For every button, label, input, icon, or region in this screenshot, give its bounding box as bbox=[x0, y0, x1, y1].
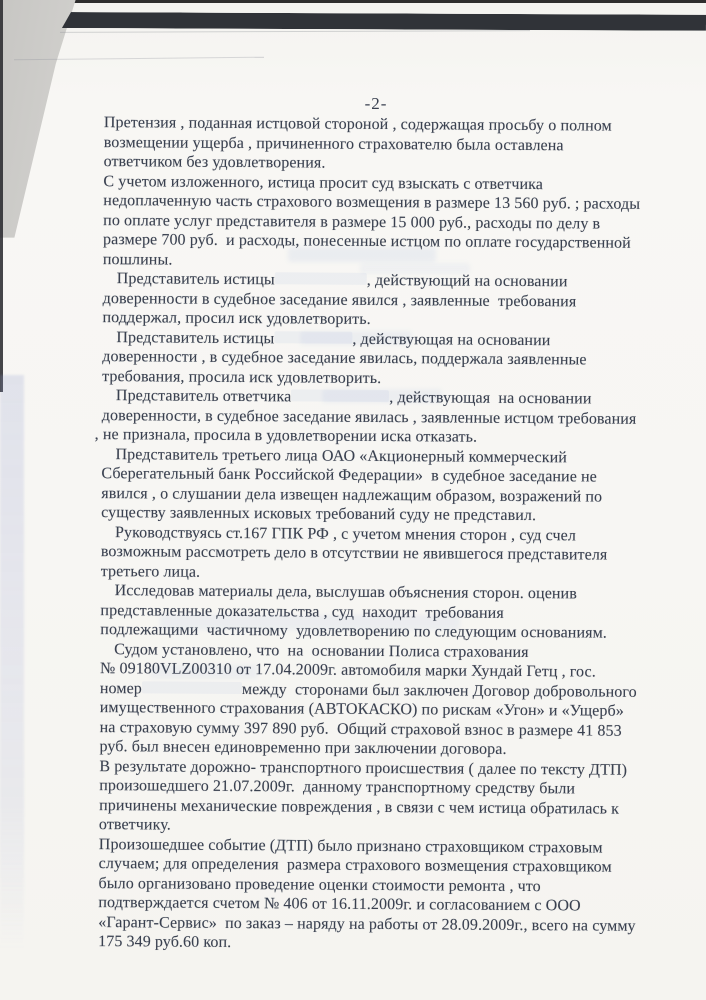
line-text: ответчику. bbox=[98, 816, 171, 834]
line-text: № 09180VLZ00310 от 17.04.2009г. автомобиля марки Хундай Гетц , гос. bbox=[99, 660, 596, 681]
line-text: третьего лица. bbox=[100, 562, 201, 581]
scan-dark-band bbox=[62, 12, 706, 31]
scanner-background-wedge bbox=[0, 0, 90, 245]
line-text: недоплаченную часть страхового возмещения в размере 13 560 руб. ; расходы bbox=[103, 192, 641, 213]
line-text: на страховую сумму 397 890 руб. Общий страховой взнос в размере 41 853 bbox=[99, 718, 622, 740]
line-text: было организовано проведение оценки стоимости ремонта , что bbox=[98, 874, 541, 895]
line-text: случаем; для определения размера страхового возмещения страховщиком bbox=[98, 855, 612, 876]
document-line bbox=[103, 230, 655, 253]
document-line bbox=[99, 796, 651, 819]
page-number: -2- bbox=[364, 94, 388, 113]
line-text: ответчиком без удовлетворения. bbox=[103, 153, 326, 172]
scan-left-edge bbox=[0, 0, 3, 392]
line-text: Судом установлено, что на основании Полиса страхования bbox=[114, 640, 529, 661]
line-text: Претензия , поданная истцовой стороной , содержащая просьбу о полном bbox=[103, 114, 612, 135]
line-text: Руководствуясь ст.167 ГПК РФ , с учетом мнения сторон , суд счел bbox=[114, 523, 577, 544]
line-text: представленные доказательства , суд находит требования bbox=[100, 601, 504, 622]
line-text: причинены механические повреждения , в связи с чем истица обратилась к bbox=[99, 796, 620, 818]
line-text: требования, просила иск удовлетворить. bbox=[102, 367, 382, 387]
line-text: , действующая на основании bbox=[389, 389, 592, 408]
line-text: С учетом изложенного, истица просит суд взыскать с ответчика bbox=[103, 172, 544, 193]
line-text: 175 349 руб.60 коп. bbox=[98, 933, 232, 951]
line-text: размере 700 руб. и расходы, понесенные истцом по оплате государственной bbox=[102, 231, 631, 252]
redaction-gap bbox=[275, 272, 367, 285]
redaction-gap bbox=[291, 389, 389, 402]
line-text: возможным рассмотреть дело в отсутствии не явившегося представителя bbox=[100, 543, 608, 564]
line-text: имущественного страхования (АВТОКАСКО) по рискам «Угон» и «Ущерб» bbox=[99, 699, 624, 720]
line-text: , действующая на основании bbox=[352, 330, 551, 349]
redaction-gap bbox=[274, 331, 352, 344]
line-text: поддержал, просил иск удовлетворить. bbox=[102, 309, 371, 328]
paper-fold-line bbox=[60, 30, 530, 33]
line-text: Исследовав материалы дела, выслушав объяснения сторон. оценив bbox=[114, 582, 577, 603]
line-text: возмещении ущерба , причиненного страхователю была оставлена bbox=[103, 133, 564, 154]
line-text: «Гарант-Сервис» по заказ – наряду на работы от 28.09.2009г., всего на сумму bbox=[98, 913, 636, 935]
line-text: руб. был внесен единовременно при заключении договора. bbox=[99, 738, 507, 758]
line-text: между сторонами был заключен Договор добровольного bbox=[241, 680, 637, 701]
line-text: доверенности , в судебное заседание явилась, поддержала заявленные bbox=[102, 348, 587, 369]
scan-left-tint bbox=[0, 375, 24, 950]
document-line bbox=[98, 932, 650, 955]
document-text bbox=[94, 113, 656, 955]
line-text: , действующий на основании bbox=[366, 271, 568, 291]
line-text: явился , о слушании дела извещен надлежащим образом, возражений по bbox=[101, 484, 603, 506]
line-text: В результате дорожно- транспортного происшествия ( далее по тексту ДТП) bbox=[99, 757, 628, 779]
redaction-gap bbox=[142, 681, 242, 694]
line-text: Представитель истицы bbox=[116, 328, 275, 347]
line-text: доверенности в судебное заседание явился , заявленные требования bbox=[102, 289, 577, 310]
line-text: произошедшего 21.07.2009г. данному транспортному средству были bbox=[99, 777, 576, 798]
scan-top-edge bbox=[0, 0, 706, 3]
line-text: подлежащими частичному удовлетворению по следующим основаниям. bbox=[100, 621, 608, 642]
line-text: подтверждается счетом № 406 от 16.11.2009г. и согласованием с ООО bbox=[98, 894, 581, 915]
line-text: Сберегательный банк Российской Федерации» в судебное заседание не bbox=[101, 465, 597, 486]
line-text: номер bbox=[99, 679, 142, 697]
line-text: , не признала, просила в удовлетворении иска отказать. bbox=[94, 426, 478, 446]
line-text: пошлины. bbox=[102, 250, 173, 269]
line-text: Представитель третьего лица ОАО «Акционерный коммерческий bbox=[115, 445, 568, 466]
line-text: Представитель ответчика bbox=[115, 387, 292, 406]
line-text: доверенности, в судебное заседание явилась , заявленные истцом требования bbox=[101, 406, 637, 428]
line-text: Представитель истицы bbox=[116, 270, 275, 289]
line-text: Произошедшее событие (ДТП) было признано страховщиком страховым bbox=[98, 835, 603, 857]
line-text: по оплате услуг представителя в размере 15 000 руб., расходы по делу в bbox=[103, 211, 601, 233]
line-text: существу заявленных исковых требований суду не представил. bbox=[101, 504, 537, 525]
